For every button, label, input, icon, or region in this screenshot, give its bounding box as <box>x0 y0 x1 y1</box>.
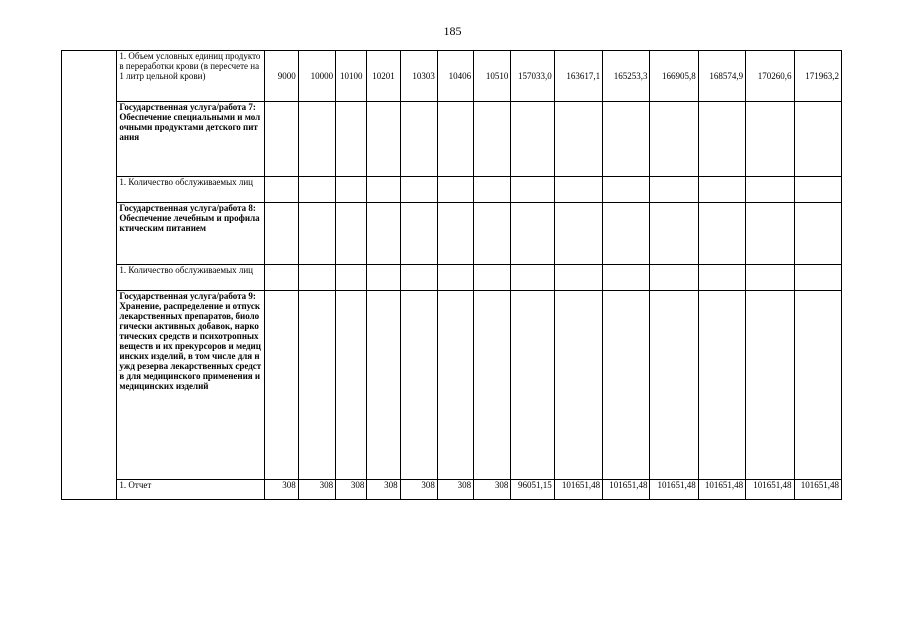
table-cell <box>511 203 554 265</box>
table-cell <box>650 177 698 203</box>
row-label: Государственная услуга/работа 9: Хранение, распределение и отпуск лекарственных препаратов, биологически активных добавок, наркотических средств и психотропных веществ и их прекурсоров и медицинских изделий, в том числе для нужд резерва лекарственных средств для медицинского применения и медицинских изделий <box>117 291 264 480</box>
table-cell: 308 <box>400 480 437 500</box>
table-cell <box>474 291 511 480</box>
table-cell <box>554 102 602 177</box>
table-cell <box>400 203 437 265</box>
table-cell <box>603 203 650 265</box>
table-cell <box>511 102 554 177</box>
table-cell <box>698 177 745 203</box>
table-cell: 166905,8 <box>650 51 698 102</box>
table-cell: 163617,1 <box>554 51 602 102</box>
table-row <box>62 177 842 203</box>
table-cell <box>437 265 473 291</box>
table-cell <box>511 291 554 480</box>
table-cell: 10510 <box>474 51 511 102</box>
table-cell <box>474 203 511 265</box>
table-row <box>62 480 842 500</box>
table-cell: 101651,48 <box>746 480 794 500</box>
table-cell <box>698 265 745 291</box>
table-cell <box>437 102 473 177</box>
table-cell <box>264 203 298 265</box>
table-cell <box>794 291 841 480</box>
table-cell <box>511 177 554 203</box>
table-cell <box>603 265 650 291</box>
table-cell <box>437 177 473 203</box>
table-cell: 10406 <box>437 51 473 102</box>
table-cell: 101651,48 <box>603 480 650 500</box>
table-cell <box>794 177 841 203</box>
table-cell: 96051,15 <box>511 480 554 500</box>
table-cell <box>336 203 367 265</box>
table-cell <box>746 102 794 177</box>
table-cell <box>298 102 335 177</box>
table-cell <box>474 177 511 203</box>
table-cell: 308 <box>298 480 335 500</box>
table-cell <box>554 291 602 480</box>
table-cell <box>474 102 511 177</box>
table-cell: 168574,9 <box>698 51 745 102</box>
table-row <box>62 203 842 265</box>
table-cell <box>336 265 367 291</box>
table-cell <box>264 291 298 480</box>
table-cell: 165253,3 <box>603 51 650 102</box>
table-cell: 10000 <box>298 51 335 102</box>
table-cell: 308 <box>367 480 400 500</box>
table-cell <box>437 203 473 265</box>
table-cell <box>698 203 745 265</box>
table-cell <box>298 177 335 203</box>
table-cell: 170260,6 <box>746 51 794 102</box>
table-cell <box>400 265 437 291</box>
table-cell: 171963,2 <box>794 51 841 102</box>
table-cell: 308 <box>474 480 511 500</box>
table-cell <box>603 291 650 480</box>
table-cell <box>264 177 298 203</box>
table-cell <box>474 265 511 291</box>
table-cell <box>367 291 400 480</box>
table-cell <box>367 265 400 291</box>
table-cell <box>650 203 698 265</box>
table-cell <box>400 102 437 177</box>
table-row <box>62 291 842 480</box>
table-cell <box>746 177 794 203</box>
row-label: Государственная услуга/работа 8: Обеспечение лечебным и профилактическим питанием <box>117 203 264 265</box>
table-cell <box>298 203 335 265</box>
table-cell <box>650 102 698 177</box>
row-label: 1. Количество обслуживаемых лиц <box>117 265 264 291</box>
table-cell <box>298 291 335 480</box>
table-cell <box>554 203 602 265</box>
row-label: 1. Количество обслуживаемых лиц <box>117 177 264 203</box>
table-cell <box>603 177 650 203</box>
table-cell <box>511 265 554 291</box>
row-label: 1. Объем условных единиц продуктов переработки крови (в пересчете на 1 литр цельной крови) <box>117 51 264 102</box>
table-cell <box>650 291 698 480</box>
table-cell <box>554 177 602 203</box>
table-cell <box>554 265 602 291</box>
table-row <box>62 51 842 102</box>
table-cell <box>794 203 841 265</box>
page-number: 185 <box>443 24 462 38</box>
table-cell <box>698 102 745 177</box>
row-label: Государственная услуга/работа 7: Обеспечение специальными и молочными продуктами детского питания <box>117 102 264 177</box>
table-cell <box>400 177 437 203</box>
table-cell: 10100 <box>336 51 367 102</box>
table-cell <box>603 102 650 177</box>
table-cell <box>367 102 400 177</box>
table-cell <box>336 177 367 203</box>
table-cell: 101651,48 <box>650 480 698 500</box>
table-cell <box>698 291 745 480</box>
table-cell <box>794 102 841 177</box>
table-cell <box>794 265 841 291</box>
table-cell: 101651,48 <box>554 480 602 500</box>
row-group-cell <box>62 51 117 500</box>
table-cell <box>650 265 698 291</box>
table-row <box>62 265 842 291</box>
table-cell <box>336 291 367 480</box>
table-cell <box>367 203 400 265</box>
table-cell <box>336 102 367 177</box>
table-cell: 9000 <box>264 51 298 102</box>
table-cell <box>400 291 437 480</box>
table-cell: 308 <box>437 480 473 500</box>
table-cell: 101651,48 <box>698 480 745 500</box>
row-label: 1. Отчет <box>117 480 264 500</box>
table-cell: 10303 <box>400 51 437 102</box>
table-cell: 157033,0 <box>511 51 554 102</box>
table-cell <box>367 177 400 203</box>
table-cell <box>437 291 473 480</box>
table-row <box>62 102 842 177</box>
table-cell <box>264 102 298 177</box>
table-cell: 10201 <box>367 51 400 102</box>
table-cell <box>746 203 794 265</box>
table-cell <box>264 265 298 291</box>
table-cell: 308 <box>336 480 367 500</box>
table-cell: 101651,48 <box>794 480 841 500</box>
indicators-table <box>61 50 842 500</box>
table-cell: 308 <box>264 480 298 500</box>
table-cell <box>746 291 794 480</box>
table-cell <box>298 265 335 291</box>
table-cell <box>746 265 794 291</box>
